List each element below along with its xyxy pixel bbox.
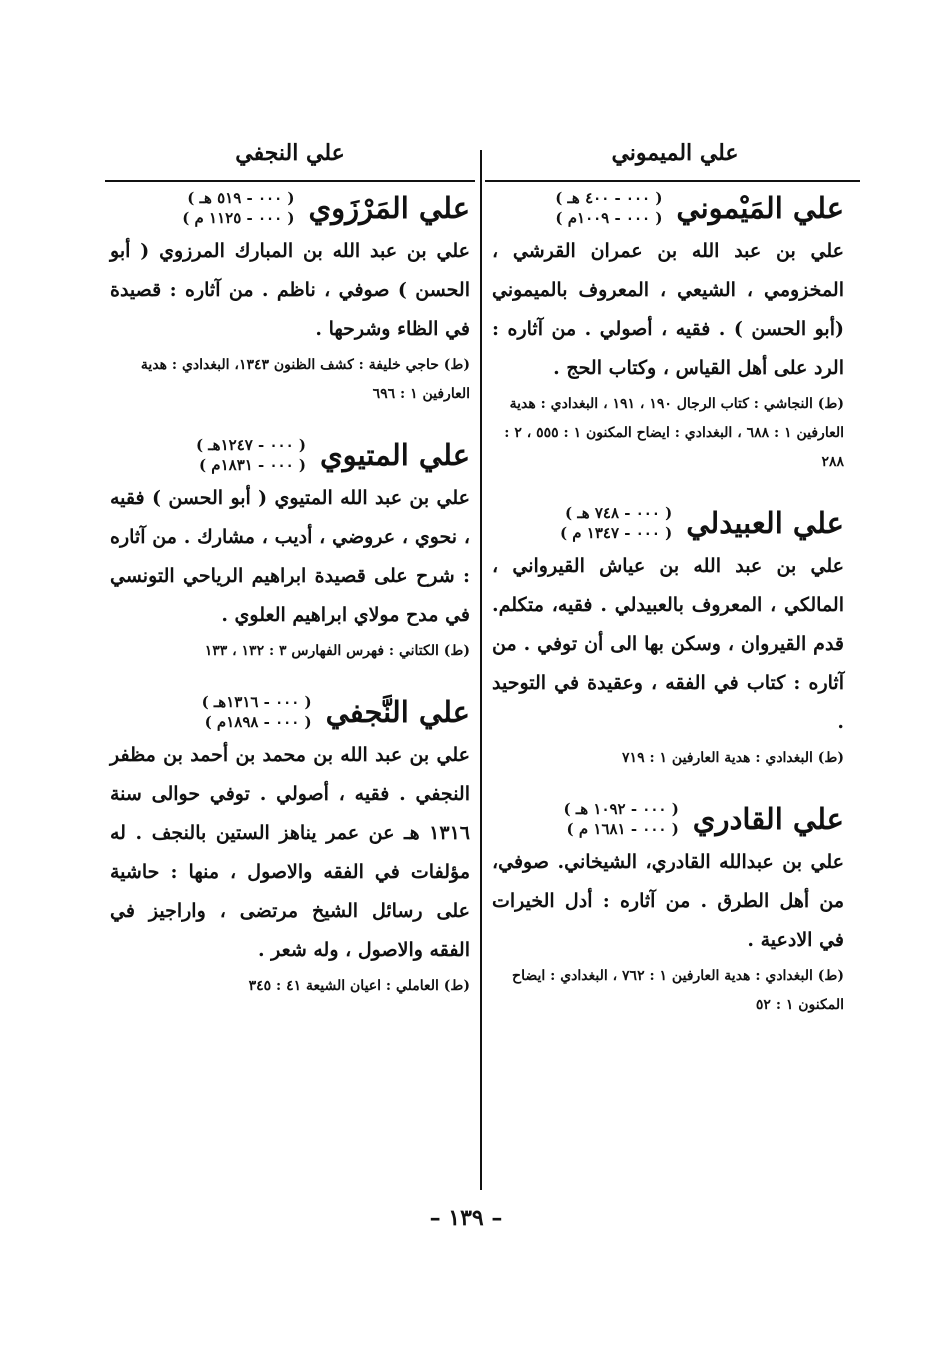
entry-name: علي العبيدلي	[686, 506, 844, 540]
gregorian-date: ( ٠٠٠ - ١٨٩٨م )	[204, 713, 312, 731]
entry-body: علي بن عبد الله بن محمد بن أحمد بن مظفر النجفي . فقيه ، أصولي . توفي حوالى سنة ١٣١٦ هـ عن عمر يناهز الستين بالنجف . له مؤلفات في الفقه والاصول ، منها : حاشية على رسائل الشيخ مرتضى ، واراجيز في الفقه والاصول ، وله شعر .	[110, 744, 470, 961]
gregorian-date: ( ٠٠٠ - ١٠٠٩م )	[555, 209, 663, 227]
entry-ali-al-marzawi	[110, 188, 470, 409]
entry-ali-al-qadiri	[492, 799, 844, 1020]
entry-name: علي المتيوي	[319, 438, 470, 472]
entry-body: علي بن عبد الله المتيوي ( أبو الحسن ) فقيه ، نحوي ، عروضي ، أديب ، مشارك . من آثاره : شرح على قصيدة ابراهيم الرياحي التونسي في مدح مولاي ابراهيم العلوي .	[110, 487, 470, 626]
entry-dates	[564, 799, 679, 839]
entry-heading	[492, 188, 844, 228]
entry-body: علي بن عبدالله القادري، الشيخاني. صوفي، من أهل الطرق . من آثاره : أدل الخيرات في الادعية .	[492, 851, 844, 951]
gregorian-date: ( ٠٠٠ - ١١٢٥ م )	[182, 209, 295, 227]
hijri-date: ( ٠٠٠ - ٥١٩ هـ )	[187, 189, 295, 207]
hijri-date: ( ٠٠٠ - ٤٠٠ هـ )	[555, 189, 663, 207]
header-rule-right	[485, 180, 860, 182]
entry-dates	[196, 435, 306, 475]
column-divider	[480, 150, 482, 1190]
gregorian-date: ( ٠٠٠ - ١٦٨١ م )	[566, 820, 679, 838]
hijri-date: ( ٠٠٠ - ٧٤٨ هـ )	[565, 504, 673, 522]
left-column	[110, 188, 470, 1027]
right-column	[492, 188, 844, 1046]
gregorian-date: ( ٠٠٠ - ١٨٣١م )	[198, 456, 306, 474]
entry-body: علي بن عبد الله بن عياش القيرواني ، المالكي ، المعروف بالعبيدلي . فقيه، متكلم. قدم القيروان ، وسكن بها الى أن توفي . من آثاره : كتاب في الفقه ، وعقيدة في التوحيد .	[492, 555, 844, 733]
header-rule-left	[105, 180, 475, 182]
entry-ali-al-najafi	[110, 692, 470, 1001]
entry-dates	[182, 188, 294, 228]
entry-body: علي بن عبد الله بن عمران القرشي ، المخزومي ، الشيعي ، المعروف بالميموني (أبو الحسن ) . فقيه ، أصولي . من آثاره : الرد على أهل القياس ، وكتاب الحج .	[492, 240, 844, 379]
hijri-date: ( ٠٠٠ - ١٢٤٧هـ )	[195, 436, 306, 454]
entry-dates	[555, 188, 662, 228]
running-header-right: علي الميموني	[611, 140, 739, 166]
entry-references: (ط) البغدادي : هدية العارفين ١ : ٧١٩	[622, 750, 844, 766]
page-number: – ١٣٩ –	[429, 1205, 503, 1231]
entry-dates	[202, 692, 312, 732]
entry-heading	[110, 188, 470, 228]
entry-references: (ط) النجاشي : كتاب الرجال ١٩٠ ، ١٩١ ، البغدادي : هدية العارفين ١ : ٦٨٨ ، البغدادي : ايضاح المكنون ١ : ٥٥٥ ، ٢ : ٢٨٨	[504, 396, 844, 470]
entry-heading	[492, 799, 844, 839]
entry-ali-al-maymuni	[492, 188, 844, 477]
entry-references: (ط) البغدادي : هدية العارفين ١ : ٧٦٢ ، البغدادي : ايضاح المكنون ١ : ٥٢	[512, 968, 844, 1013]
entry-name: علي المَيْموني	[676, 191, 844, 225]
entry-ali-al-ubaydili	[492, 503, 844, 773]
entry-dates	[560, 503, 672, 543]
entry-name: علي النَّجفي	[325, 695, 470, 729]
entry-name: علي المَرْزَوي	[308, 191, 470, 225]
entry-heading	[110, 692, 470, 732]
gregorian-date: ( ٠٠٠ - ١٣٤٧ م )	[559, 524, 673, 542]
entry-heading	[110, 435, 470, 475]
entry-heading	[492, 503, 844, 543]
entry-references: (ط) العاملي : اعيان الشيعة ٤١ : ٣٤٥	[248, 978, 470, 994]
entry-name: علي القادري	[692, 802, 844, 836]
entry-ali-al-mutaywi	[110, 435, 470, 666]
entry-body: علي بن عبد الله بن المبارك المرزوي ( أبو الحسن ) صوفي ، ناظم . من آثاره : قصيدة في الظاء وشرحها .	[110, 240, 470, 340]
hijri-date: ( ٠٠٠ - ١٣١٦هـ )	[201, 693, 312, 711]
entry-references: (ط) حاجي خليفة : كشف الظنون ١٣٤٣، البغدادي : هدية العارفين ١ : ٦٩٦	[140, 357, 470, 402]
entry-references: (ط) الكتاني : فهرس الفهارس ٣ : ١٣٢ ، ١٣٣	[204, 643, 470, 659]
hijri-date: ( ٠٠٠ - ١٠٩٢ هـ )	[563, 800, 679, 818]
running-header-left: علي النجفي	[235, 140, 345, 166]
